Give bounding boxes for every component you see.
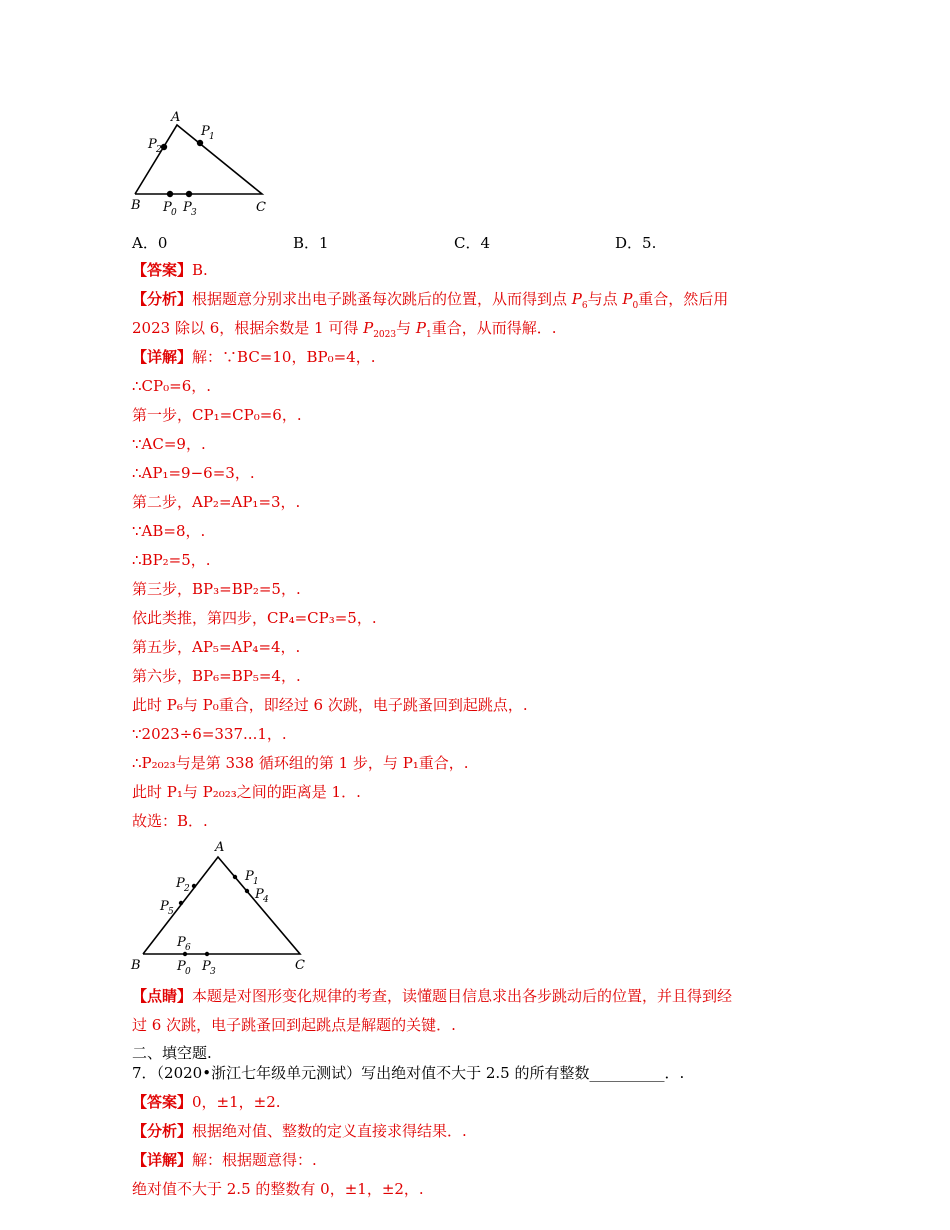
label-p1: P (201, 124, 210, 139)
analysis-text: 根据绝对值、整数的定义直接求得结果．. (192, 1122, 467, 1140)
section-heading: 二、填空题. (132, 1044, 212, 1062)
analysis-text: 2023 除以 6，根据余数是 1 可得 (132, 319, 364, 337)
label-p3: P (183, 200, 192, 215)
option-a: A．0 (132, 234, 168, 252)
label-c: C (295, 958, 305, 973)
analysis-p2023: P (363, 319, 374, 337)
answer-text: B. (192, 261, 208, 279)
detail-line: 第五步，AP₅=AP₄=4，. (132, 638, 301, 656)
label-p1: P (245, 869, 254, 884)
analysis-p1-sub: 1 (425, 330, 432, 340)
analysis-tag: 【分析】 (132, 1122, 193, 1140)
q7-last-line: 绝对值不大于 2.5 的整数有 0，±1，±2，. (132, 1180, 424, 1198)
label-p2: P (176, 876, 185, 891)
label-p2: P (148, 137, 157, 152)
detail-tag: 【详解】 (132, 348, 193, 366)
q7-detail-line (132, 1150, 317, 1170)
detail-line: 依此类推，第四步，CP₄=CP₃=5，. (132, 609, 377, 627)
detail-text: 解：∵BC=10，BP₀=4，. (192, 348, 376, 366)
q7-answer-line (132, 1092, 281, 1112)
analysis-text: 与点 (587, 290, 623, 308)
label-p0: P (177, 959, 186, 974)
comment-text: 本题是对图形变化规律的考查，读懂题目信息求出各步跳动后的位置，并且得到经 (192, 987, 733, 1005)
point-p1 (197, 140, 203, 146)
analysis-p1: P (415, 319, 426, 337)
label-p0-sub: 0 (185, 967, 191, 977)
point-p0 (167, 191, 173, 197)
analysis-p6: P (571, 290, 582, 308)
label-p3: P (202, 959, 211, 974)
triangle-figure-1 (125, 105, 275, 220)
analysis-text: 重合，从而得解．. (431, 319, 557, 337)
option-c: C．4 (454, 234, 491, 252)
label-c: C (256, 200, 266, 215)
point-p2 (192, 884, 196, 888)
detail-line: ∴AP₁=9−6=3，. (132, 464, 255, 482)
point-p5 (179, 901, 183, 905)
label-p6: P (177, 935, 186, 950)
analysis-p0-sub: 0 (632, 301, 639, 311)
label-a: A (171, 110, 181, 125)
detail-line: ∵AB=8，. (132, 522, 206, 540)
question-text: 写出绝对值不大于 2.5 的所有整数__________．. (361, 1064, 685, 1082)
answer-line (132, 260, 208, 280)
label-p3-sub: 3 (210, 967, 216, 977)
label-p0-sub: 0 (171, 208, 177, 218)
comment-line-2: 过 6 次跳，电子跳蚤回到起跳点是解题的关键．. (132, 1016, 456, 1034)
answer-tag: 【答案】 (132, 261, 193, 279)
detail-line: ∵2023÷6=337...1，. (132, 725, 287, 743)
label-p0: P (163, 200, 172, 215)
analysis-text: 重合，然后用 (638, 290, 729, 308)
comment-tag: 【点睛】 (132, 987, 193, 1005)
detail-line: 此时 P₆与 P₀重合，即经过 6 次跳，电子跳蚤回到起跳点，. (132, 696, 528, 714)
question-7 (132, 1063, 684, 1083)
analysis-p2023-sub: 2023 (373, 330, 397, 340)
analysis-text: 根据题意分别求出电子跳蚤每次跳后的位置，从而得到点 (192, 290, 572, 308)
analysis-p0: P (622, 290, 633, 308)
answer-text: 0，±1，±2. (192, 1093, 281, 1111)
detail-line: ∵AC=9，. (132, 435, 206, 453)
detail-line: 第六步，BP₆=BP₅=4，. (132, 667, 301, 685)
detail-text: 解：根据题意得：. (192, 1151, 317, 1169)
label-p4-sub: 4 (263, 895, 269, 905)
detail-line: 故选：B．. (132, 812, 208, 830)
label-p2-sub: 2 (184, 884, 190, 894)
detail-line: 第二步，AP₂=AP₁=3，. (132, 493, 301, 511)
label-a: A (215, 840, 225, 855)
option-b: B．1 (293, 234, 329, 252)
analysis-tag: 【分析】 (132, 290, 193, 308)
detail-line: 第三步，BP₃=BP₂=5，. (132, 580, 301, 598)
label-p4: P (255, 887, 264, 902)
analysis-p6-sub: 6 (581, 301, 588, 311)
option-d: D．5. (615, 234, 657, 252)
label-p5-sub: 5 (168, 907, 174, 917)
detail-tag: 【详解】 (132, 1151, 193, 1169)
detail-line: 第一步，CP₁=CP₀=6，. (132, 406, 302, 424)
label-p1-sub: 1 (253, 877, 259, 887)
detail-line: 此时 P₁与 P₂₀₂₃之间的距离是 1．. (132, 783, 361, 801)
label-p3-sub: 3 (191, 208, 197, 218)
point-p3 (205, 952, 209, 956)
point-p2 (161, 144, 167, 150)
answer-tag: 【答案】 (132, 1093, 193, 1111)
point-p3 (186, 191, 192, 197)
question-source: （2020•浙江七年级单元测试） (156, 1064, 362, 1082)
label-b: B (131, 958, 141, 973)
point-p1 (233, 875, 237, 879)
detail-line: ∴CP₀=6，. (132, 377, 212, 395)
comment-line-1 (132, 986, 732, 1006)
analysis-line-1 (132, 289, 728, 316)
point-p4 (245, 889, 249, 893)
detail-line: ∴P₂₀₂₃与是第 338 循环组的第 1 步，与 P₁重合，. (132, 754, 469, 772)
question-number: 7． (132, 1064, 157, 1082)
label-b: B (131, 198, 141, 213)
triangle-outline (135, 125, 262, 194)
analysis-text: 与 (396, 319, 416, 337)
label-p6-sub: 6 (185, 943, 191, 953)
label-p1-sub: 1 (209, 132, 215, 142)
label-p2-sub: 2 (156, 145, 162, 155)
q7-analysis-line (132, 1121, 467, 1141)
detail-line: ∴BP₂=5，. (132, 551, 211, 569)
detail-line (132, 347, 375, 367)
analysis-line-2 (132, 318, 557, 345)
triangle-figure-2 (125, 836, 325, 978)
label-p5: P (160, 899, 169, 914)
